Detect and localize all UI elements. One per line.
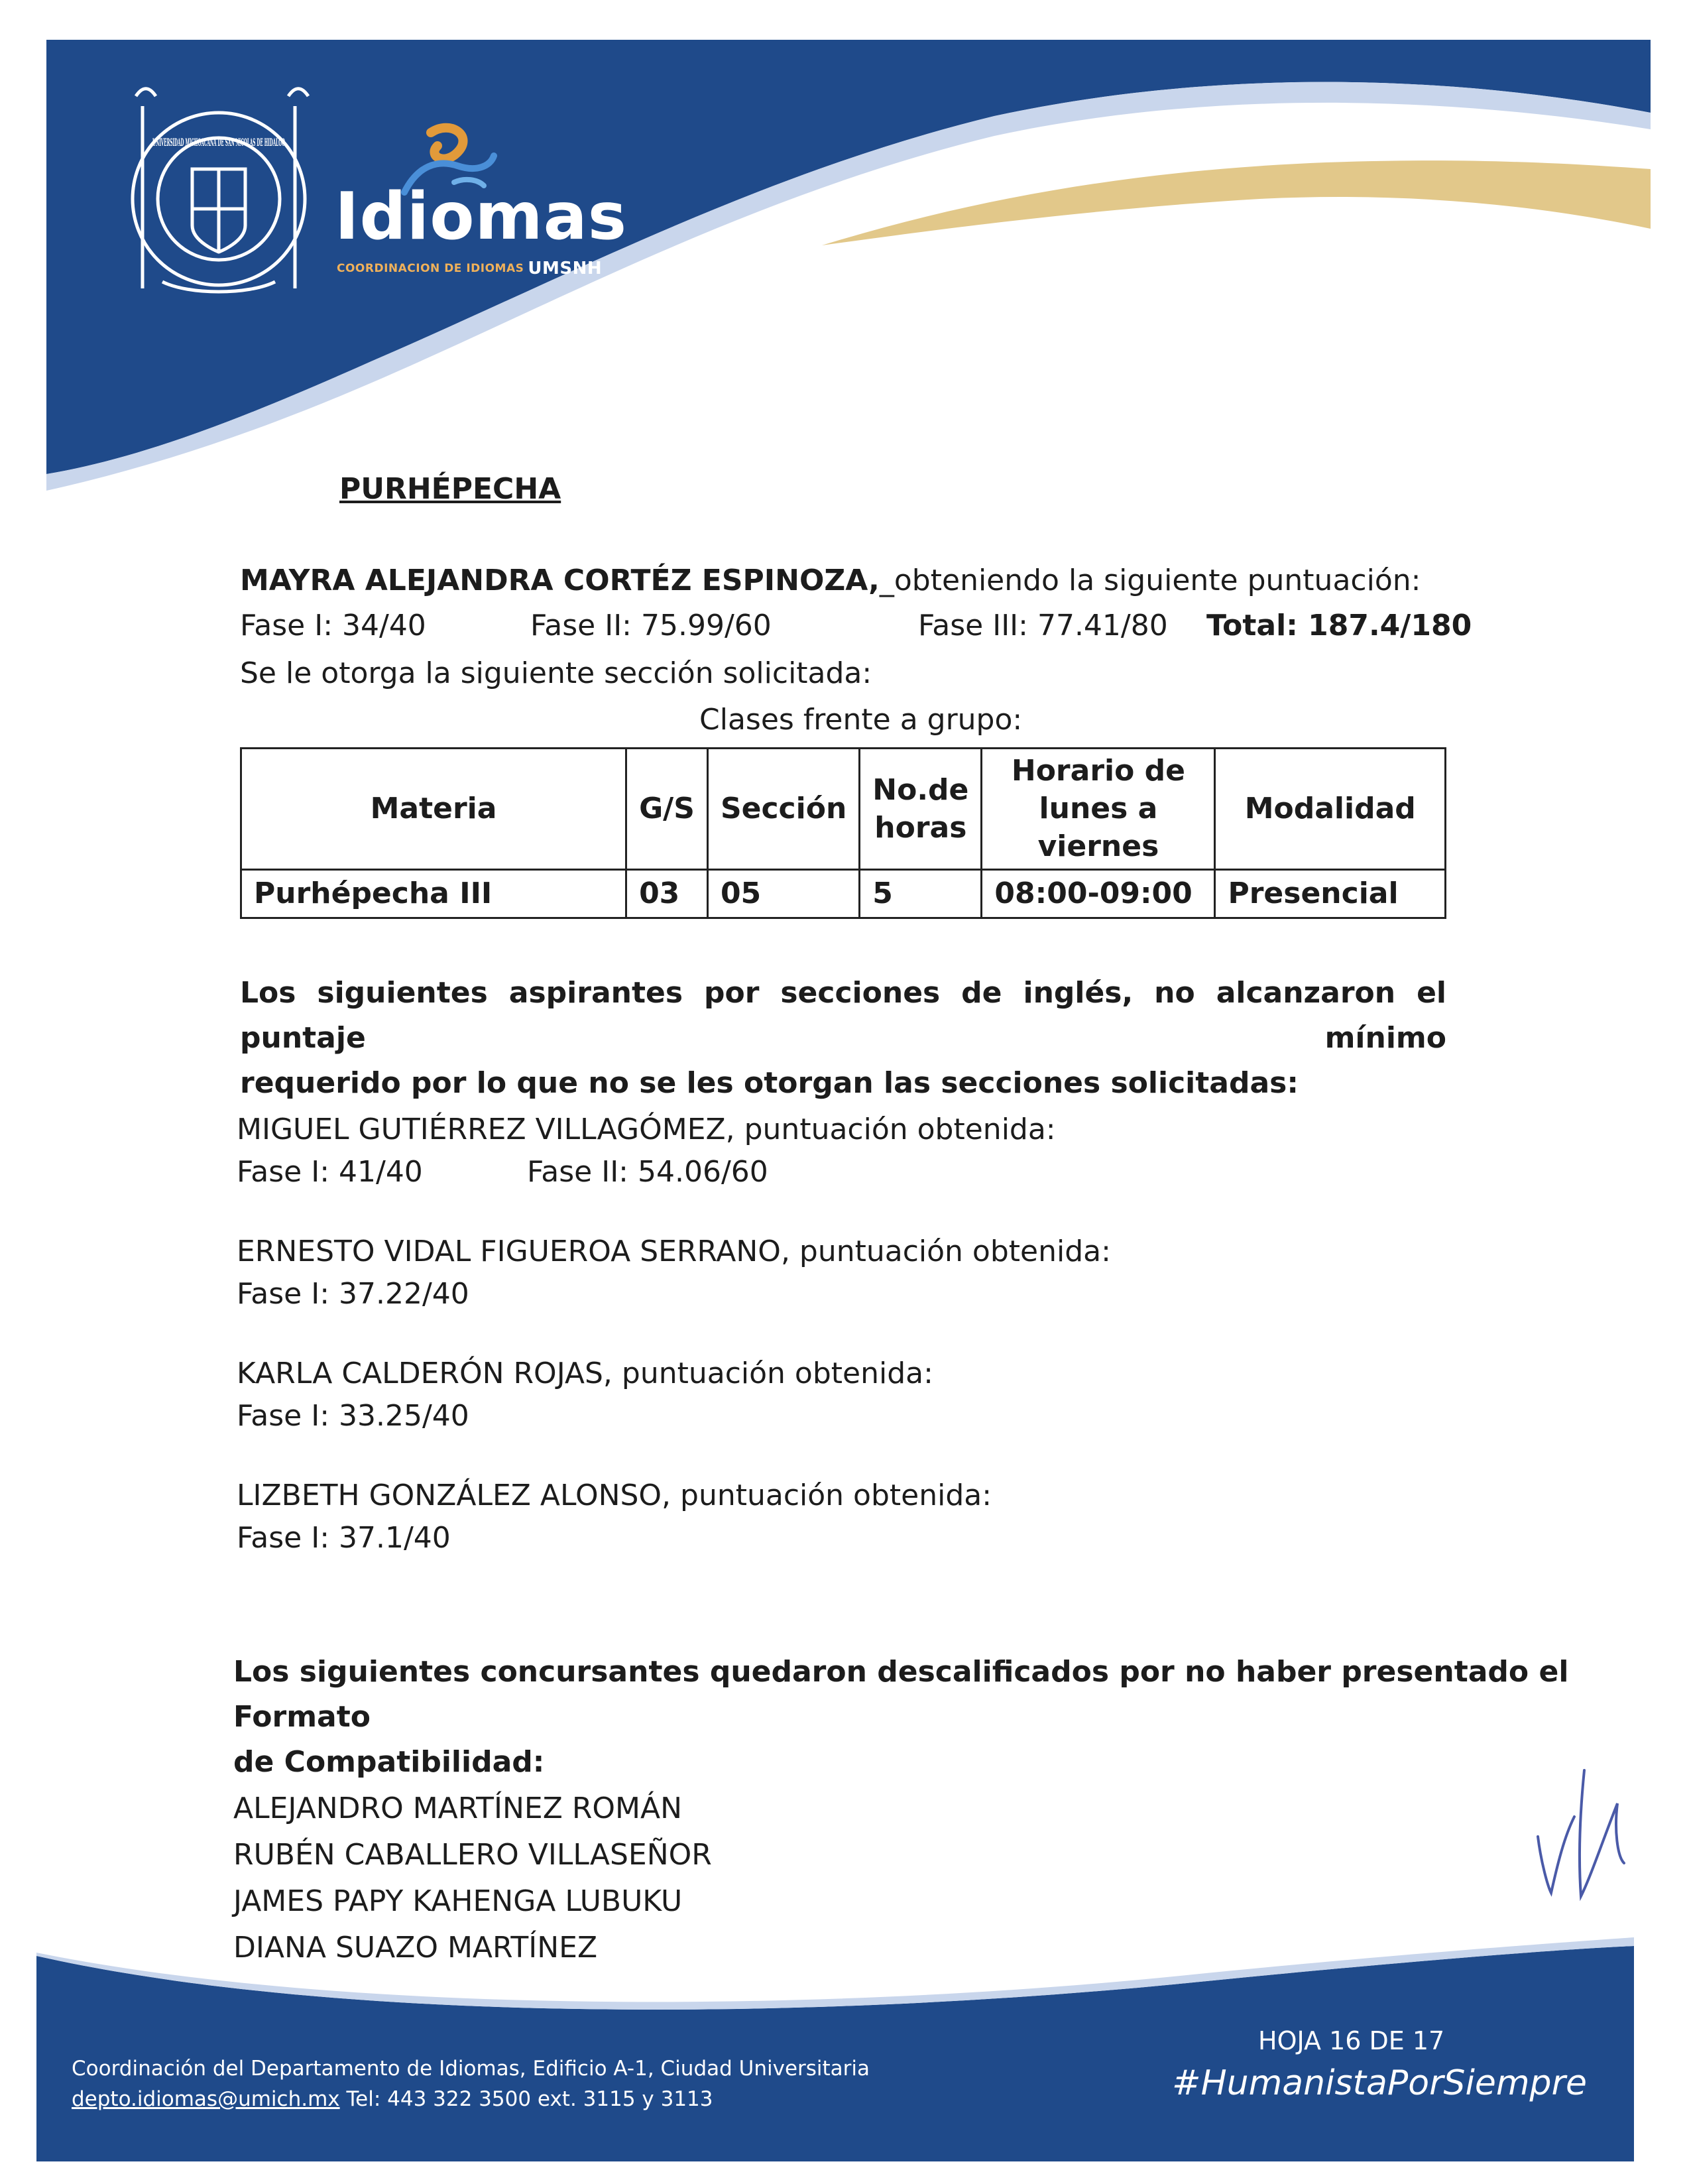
awarded-total: Total: 187.4/180 (1206, 609, 1472, 642)
th-gs: G/S (626, 749, 708, 870)
disqualified-intro (233, 1650, 1689, 1786)
disqualified-name-3: JAMES PAPY KAHENGA LUBUKU (233, 1884, 683, 1918)
th-horas (860, 749, 982, 870)
footer-address: Coordinación del Departamento de Idiomas, Edificio A-1, Ciudad Universitaria (72, 2057, 870, 2081)
td-horario: 08:00-09:00 (982, 869, 1215, 918)
footer-phone: Tel: 443 322 3500 ext. 3115 y 3113 (339, 2087, 713, 2111)
th-horario-line2: lunes a viernes (1037, 792, 1159, 864)
seal-text: UNIVERSIDAD MICHOACANA DE SAN NICOLAS DE HIDALGO (152, 136, 286, 149)
th-horario (982, 749, 1215, 870)
granted-line: Se le otorga la siguiente sección solicitada: (240, 656, 872, 690)
th-seccion: Sección (707, 749, 859, 870)
th-horas-line1: No.de (872, 772, 969, 807)
candidate-4-fase1: Fase I: 37.1/40 (237, 1521, 451, 1555)
awarded-fase3: Fase III: 77.41/80 (918, 609, 1168, 642)
candidate-3-name: KARLA CALDERÓN ROJAS, puntuación obtenida: (237, 1357, 933, 1390)
awarded-fase1: Fase I: 34/40 (240, 609, 426, 642)
candidate-2-fase1: Fase I: 37.22/40 (237, 1277, 469, 1311)
table-caption: Clases frente a grupo: (699, 703, 1023, 737)
td-seccion: 05 (707, 869, 859, 918)
awarded-fase2: Fase II: 75.99/60 (530, 609, 772, 642)
disqualified-name-2: RUBÉN CABALLERO VILLASEÑOR (233, 1838, 712, 1872)
logo-subtitle-text: COORDINACION DE IDIOMAS (337, 262, 524, 275)
not-reached-intro (240, 971, 1446, 1107)
awarded-name: MAYRA ALEJANDRA CORTÉZ ESPINOZA, (240, 564, 880, 597)
td-materia: Purhépecha III (241, 869, 626, 918)
td-modalidad: Presencial (1215, 869, 1446, 918)
logo-subtitle (337, 259, 602, 278)
footer-contact (72, 2085, 713, 2114)
candidate-4-name: LIZBETH GONZÁLEZ ALONSO, puntuación obtenida: (237, 1479, 992, 1512)
not-reached-intro-line1: Los siguientes aspirantes por secciones de inglés, no alcanzaron el puntaje mínimo (240, 976, 1446, 1056)
sections-table (240, 747, 1446, 919)
disqualified-intro-line2: de Compatibilidad: (233, 1745, 545, 1780)
th-modalidad: Modalidad (1215, 749, 1446, 870)
candidate-1-fase2: Fase II: 54.06/60 (527, 1155, 768, 1189)
logo-wordmark: Idiomas (335, 179, 628, 255)
candidate-1-name: MIGUEL GUTIÉRREZ VILLAGÓMEZ, puntuación obtenida: (237, 1113, 1056, 1146)
section-title: PURHÉPECHA (339, 472, 561, 506)
not-reached-intro-line2: requerido por lo que no se les otorgan las secciones solicitadas: (240, 1066, 1299, 1101)
awarded-line (240, 562, 1421, 599)
logo-subtitle-emph: UMSNH (528, 259, 603, 278)
awarded-suffix: _obteniendo la siguiente puntuación: (879, 564, 1421, 597)
disqualified-intro-line1: Los siguientes concursantes quedaron descalificados por no haber presentado el Formato (233, 1655, 1569, 1734)
page-indicator: HOJA 16 DE 17 (1258, 2026, 1445, 2055)
candidate-1-fase1: Fase I: 41/40 (237, 1155, 423, 1189)
td-gs: 03 (626, 869, 708, 918)
disqualified-name-1: ALEJANDRO MARTÍNEZ ROMÁN (233, 1791, 683, 1825)
th-horas-line2: horas (874, 810, 967, 845)
signature-icon (1525, 1764, 1637, 1910)
td-horas: 5 (860, 869, 982, 918)
th-materia: Materia (241, 749, 626, 870)
footer-hashtag: #HumanistaPorSiempre (1172, 2063, 1587, 2103)
disqualified-name-4: DIANA SUAZO MARTÍNEZ (233, 1931, 598, 1965)
candidate-2-name: ERNESTO VIDAL FIGUEROA SERRANO, puntuación obtenida: (237, 1235, 1111, 1268)
table-row (241, 869, 1446, 918)
footer-email-link[interactable]: depto.idiomas@umich.mx (72, 2087, 340, 2111)
th-horario-line1: Horario de (1011, 754, 1185, 788)
table-header-row (241, 749, 1446, 870)
candidate-3-fase1: Fase I: 33.25/40 (237, 1399, 469, 1433)
university-seal-icon (116, 83, 321, 302)
